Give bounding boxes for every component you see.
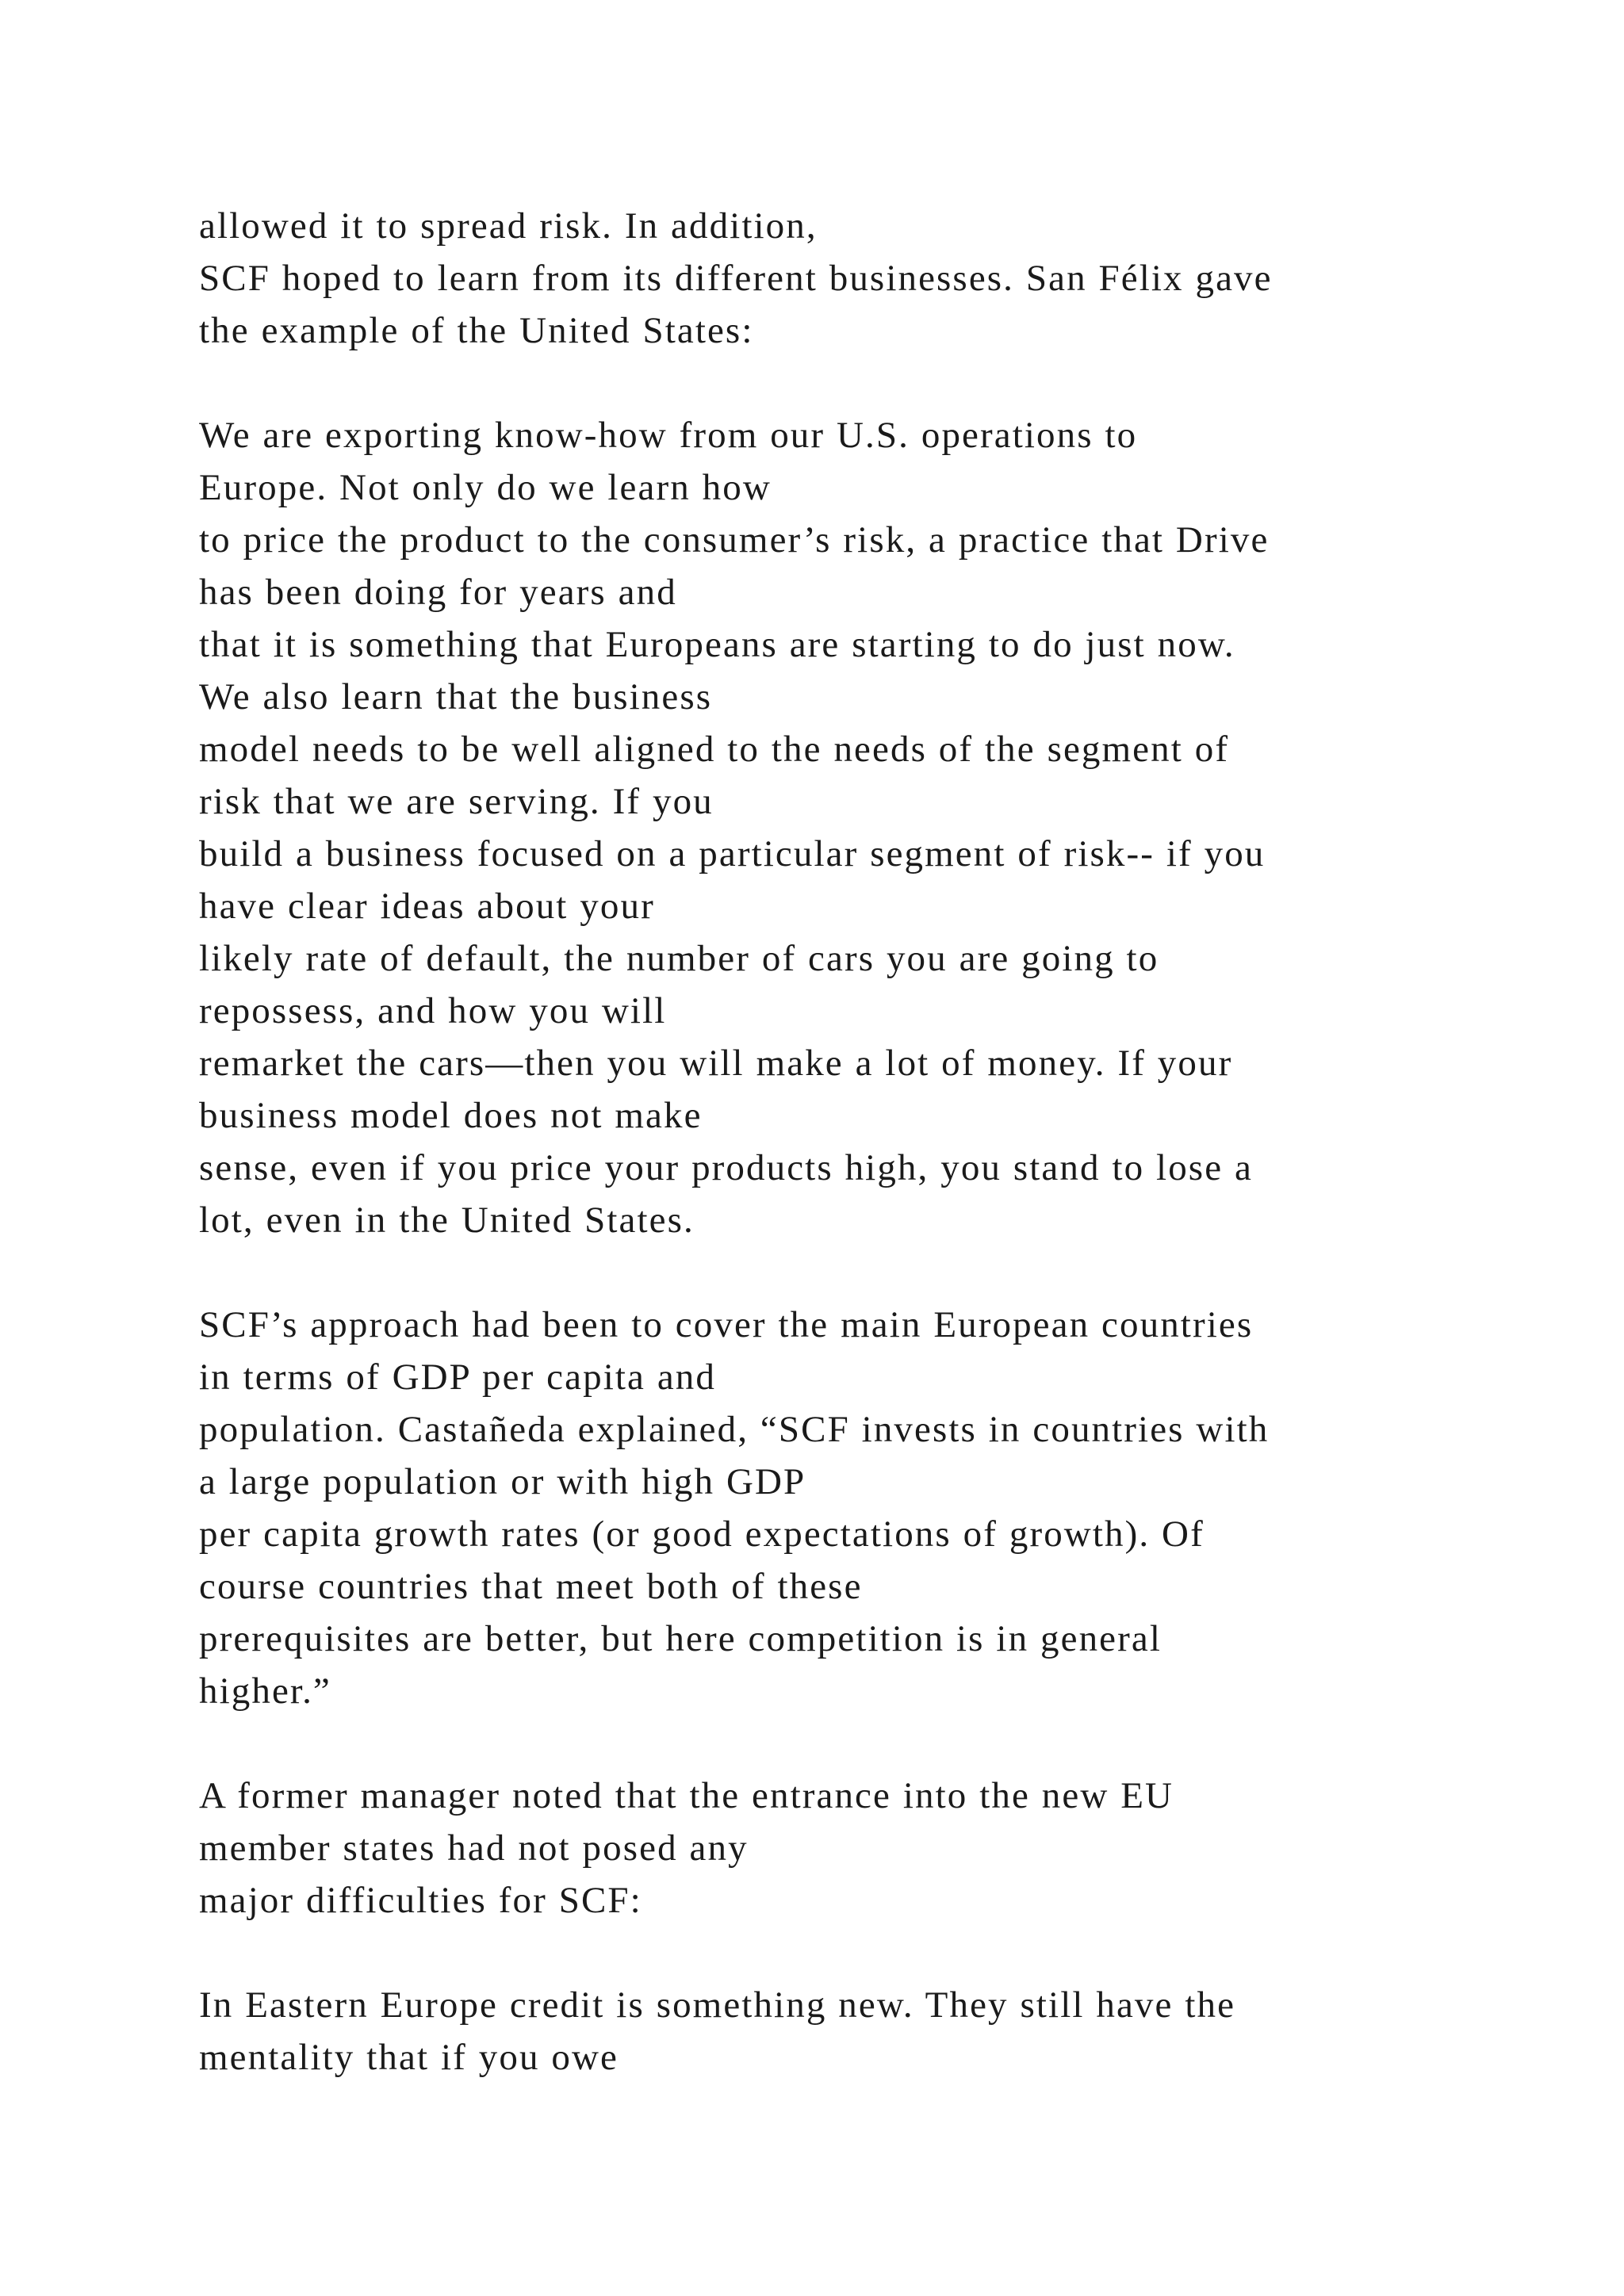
text-line: sense, even if you price your products high, you stand to lose a xyxy=(199,1147,1253,1188)
text-line: likely rate of default, the number of cars you are going to xyxy=(199,938,1159,979)
text-line: per capita growth rates (or good expectations of growth). Of xyxy=(199,1513,1205,1555)
text-line: build a business focused on a particular segment of risk-- if you xyxy=(199,833,1266,874)
text-line: to price the product to the consumer’s risk, a practice that Drive xyxy=(199,519,1270,561)
text-line: business model does not make xyxy=(199,1095,703,1136)
text-line: allowed it to spread risk. In addition, xyxy=(199,205,818,247)
paragraph-gap xyxy=(199,1927,1515,1979)
text-line: In Eastern Europe credit is something new. They still have the xyxy=(199,1984,1236,2026)
text-line: has been doing for years and xyxy=(199,572,677,613)
text-line: member states had not posed any xyxy=(199,1827,749,1869)
text-line: prerequisites are better, but here competition is in general xyxy=(199,1618,1162,1659)
paragraph-gap xyxy=(199,1717,1515,1770)
text-line: A former manager noted that the entrance into the new EU xyxy=(199,1775,1174,1816)
text-line: the example of the United States: xyxy=(199,310,754,351)
paragraph xyxy=(199,200,1515,357)
text-line: We are exporting know-how from our U.S. operations to xyxy=(199,415,1138,456)
quote-paragraph xyxy=(199,409,1515,1246)
text-line: major difficulties for SCF: xyxy=(199,1880,642,1921)
paragraph xyxy=(199,1299,1515,1717)
paragraph-gap xyxy=(199,357,1515,409)
text-line: lot, even in the United States. xyxy=(199,1200,695,1241)
text-line: repossess, and how you will xyxy=(199,990,667,1031)
document-page xyxy=(199,200,1515,2084)
text-line: population. Castañeda explained, “SCF invests in countries with xyxy=(199,1409,1270,1450)
text-line: mentality that if you owe xyxy=(199,2037,619,2078)
quote-paragraph xyxy=(199,1979,1515,2084)
text-line: SCF’s approach had been to cover the main European countries xyxy=(199,1304,1254,1345)
text-line: remarket the cars—then you will make a lot of money. If your xyxy=(199,1043,1233,1084)
text-line: have clear ideas about your xyxy=(199,886,655,927)
text-line: Europe. Not only do we learn how xyxy=(199,467,772,508)
text-line: SCF hoped to learn from its different businesses. San Félix gave xyxy=(199,258,1273,299)
text-line: higher.” xyxy=(199,1670,331,1712)
text-line: model needs to be well aligned to the needs of the segment of xyxy=(199,729,1230,770)
text-line: We also learn that the business xyxy=(199,676,713,718)
paragraph xyxy=(199,1770,1515,1927)
text-line: a large population or with high GDP xyxy=(199,1461,806,1502)
text-line: course countries that meet both of these xyxy=(199,1566,863,1607)
text-line: risk that we are serving. If you xyxy=(199,781,714,822)
text-line: in terms of GDP per capita and xyxy=(199,1357,716,1398)
text-line: that it is something that Europeans are starting to do just now. xyxy=(199,624,1235,665)
paragraph-gap xyxy=(199,1246,1515,1299)
